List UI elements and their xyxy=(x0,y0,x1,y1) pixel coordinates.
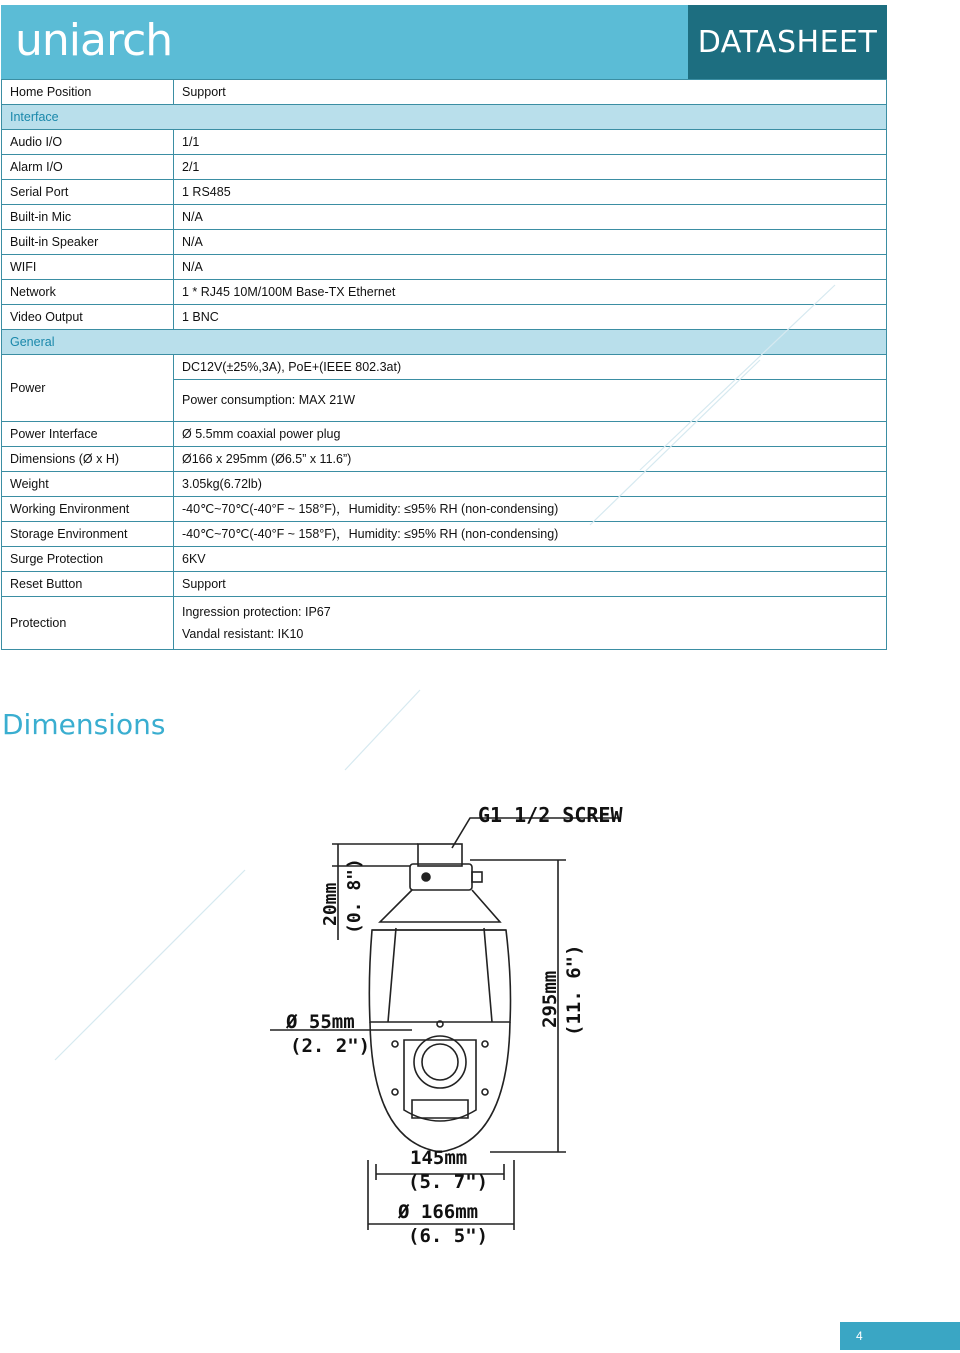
spec-value: 1/1 xyxy=(174,130,887,155)
mount-tab xyxy=(472,872,482,882)
spec-value: Power consumption: MAX 21W xyxy=(174,380,887,422)
spec-value: 1 BNC xyxy=(174,305,887,330)
section-title: Interface xyxy=(2,105,887,130)
spec-value: Ingression protection: IP67 xyxy=(182,605,331,619)
table-row xyxy=(2,355,887,380)
spec-label: Built-in Speaker xyxy=(2,230,174,255)
spec-value: 2/1 xyxy=(174,155,887,180)
table-row xyxy=(2,497,887,522)
table-row xyxy=(2,255,887,280)
table-row xyxy=(2,472,887,497)
spec-label: Video Output xyxy=(2,305,174,330)
spec-value: N/A xyxy=(174,230,887,255)
spec-value: 1 * RJ45 10M/100M Base-TX Ethernet xyxy=(174,280,887,305)
table-row xyxy=(2,205,887,230)
spec-value-group xyxy=(174,597,887,650)
datasheet-title: DATASHEET xyxy=(688,5,887,79)
spec-value: -40℃~70℃(-40°F ~ 158°F)，Humidity: ≤95% RH (non-condensing) xyxy=(174,522,887,547)
outer-width-in: (6. 5") xyxy=(408,1225,489,1247)
camera-dome xyxy=(370,1022,510,1152)
spec-value: Ø166 x 295mm (Ø6.5” x 11.6”) xyxy=(174,447,887,472)
spec-label: Power xyxy=(2,355,174,422)
spec-label: WIFI xyxy=(2,255,174,280)
spec-label: Serial Port xyxy=(2,180,174,205)
brand-logo: uniarch xyxy=(15,15,173,66)
top-dimension-mm: 20mm xyxy=(320,882,341,926)
table-row xyxy=(2,305,887,330)
lens-dimension-mm: Ø 55mm xyxy=(286,1011,355,1033)
spec-value: 6KV xyxy=(174,547,887,572)
outer-width-mm: Ø 166mm xyxy=(398,1201,479,1223)
spec-value: Ø 5.5mm coaxial power plug xyxy=(174,422,887,447)
bracket xyxy=(380,890,500,922)
height-dimension-mm: 295mm xyxy=(539,970,561,1028)
spec-label: Network xyxy=(2,280,174,305)
spec-value: 3.05kg(6.72lb) xyxy=(174,472,887,497)
spec-label: Alarm I/O xyxy=(2,155,174,180)
header-banner xyxy=(1,5,887,79)
camera-body xyxy=(369,930,510,1022)
spec-label: Surge Protection xyxy=(2,547,174,572)
top-dimension-in: (0. 8") xyxy=(344,858,365,934)
dimensions-heading: Dimensions xyxy=(2,708,166,741)
section-row-general xyxy=(2,330,887,355)
spec-label: Reset Button xyxy=(2,572,174,597)
table-row xyxy=(2,280,887,305)
table-row xyxy=(2,522,887,547)
lens-dimension-in: (2. 2") xyxy=(290,1035,371,1057)
inner-width-in: (5. 7") xyxy=(408,1171,489,1193)
top-mount xyxy=(418,844,462,866)
spec-value: -40℃~70℃(-40°F ~ 158°F)，Humidity: ≤95% RH (non-condensing) xyxy=(174,497,887,522)
dimension-drawing xyxy=(0,760,960,1300)
table-row xyxy=(2,155,887,180)
screw-label: G1 1/2 SCREW xyxy=(478,803,623,827)
table-row xyxy=(2,597,887,650)
spec-label: Protection xyxy=(2,597,174,650)
spec-label: Audio I/O xyxy=(2,130,174,155)
inner-width-mm: 145mm xyxy=(410,1147,468,1169)
table-row xyxy=(2,447,887,472)
spec-label: Power Interface xyxy=(2,422,174,447)
mount-screw xyxy=(422,873,430,881)
table-row xyxy=(2,130,887,155)
spec-value: 1 RS485 xyxy=(174,180,887,205)
spec-label: Home Position xyxy=(2,80,174,105)
section-title: General xyxy=(2,330,887,355)
table-row xyxy=(2,572,887,597)
spec-table xyxy=(1,79,887,650)
height-dimension-in: (11. 6") xyxy=(563,944,585,1036)
table-row xyxy=(2,422,887,447)
spec-value: Support xyxy=(174,80,887,105)
table-row xyxy=(2,80,887,105)
spec-label: Storage Environment xyxy=(2,522,174,547)
mount-collar xyxy=(410,864,472,890)
table-row xyxy=(2,547,887,572)
spec-label: Built-in Mic xyxy=(2,205,174,230)
section-row-interface xyxy=(2,105,887,130)
spec-label: Working Environment xyxy=(2,497,174,522)
table-row xyxy=(2,230,887,255)
spec-value: DC12V(±25%,3A), PoE+(IEEE 802.3at) xyxy=(174,355,887,380)
spec-value: Vandal resistant: IK10 xyxy=(182,627,304,641)
spec-value: Support xyxy=(174,572,887,597)
page-number: 4 xyxy=(840,1322,960,1350)
spec-value: N/A xyxy=(174,255,887,280)
spec-label: Weight xyxy=(2,472,174,497)
spec-value: N/A xyxy=(174,205,887,230)
spec-label: Dimensions (Ø x H) xyxy=(2,447,174,472)
table-row xyxy=(2,180,887,205)
